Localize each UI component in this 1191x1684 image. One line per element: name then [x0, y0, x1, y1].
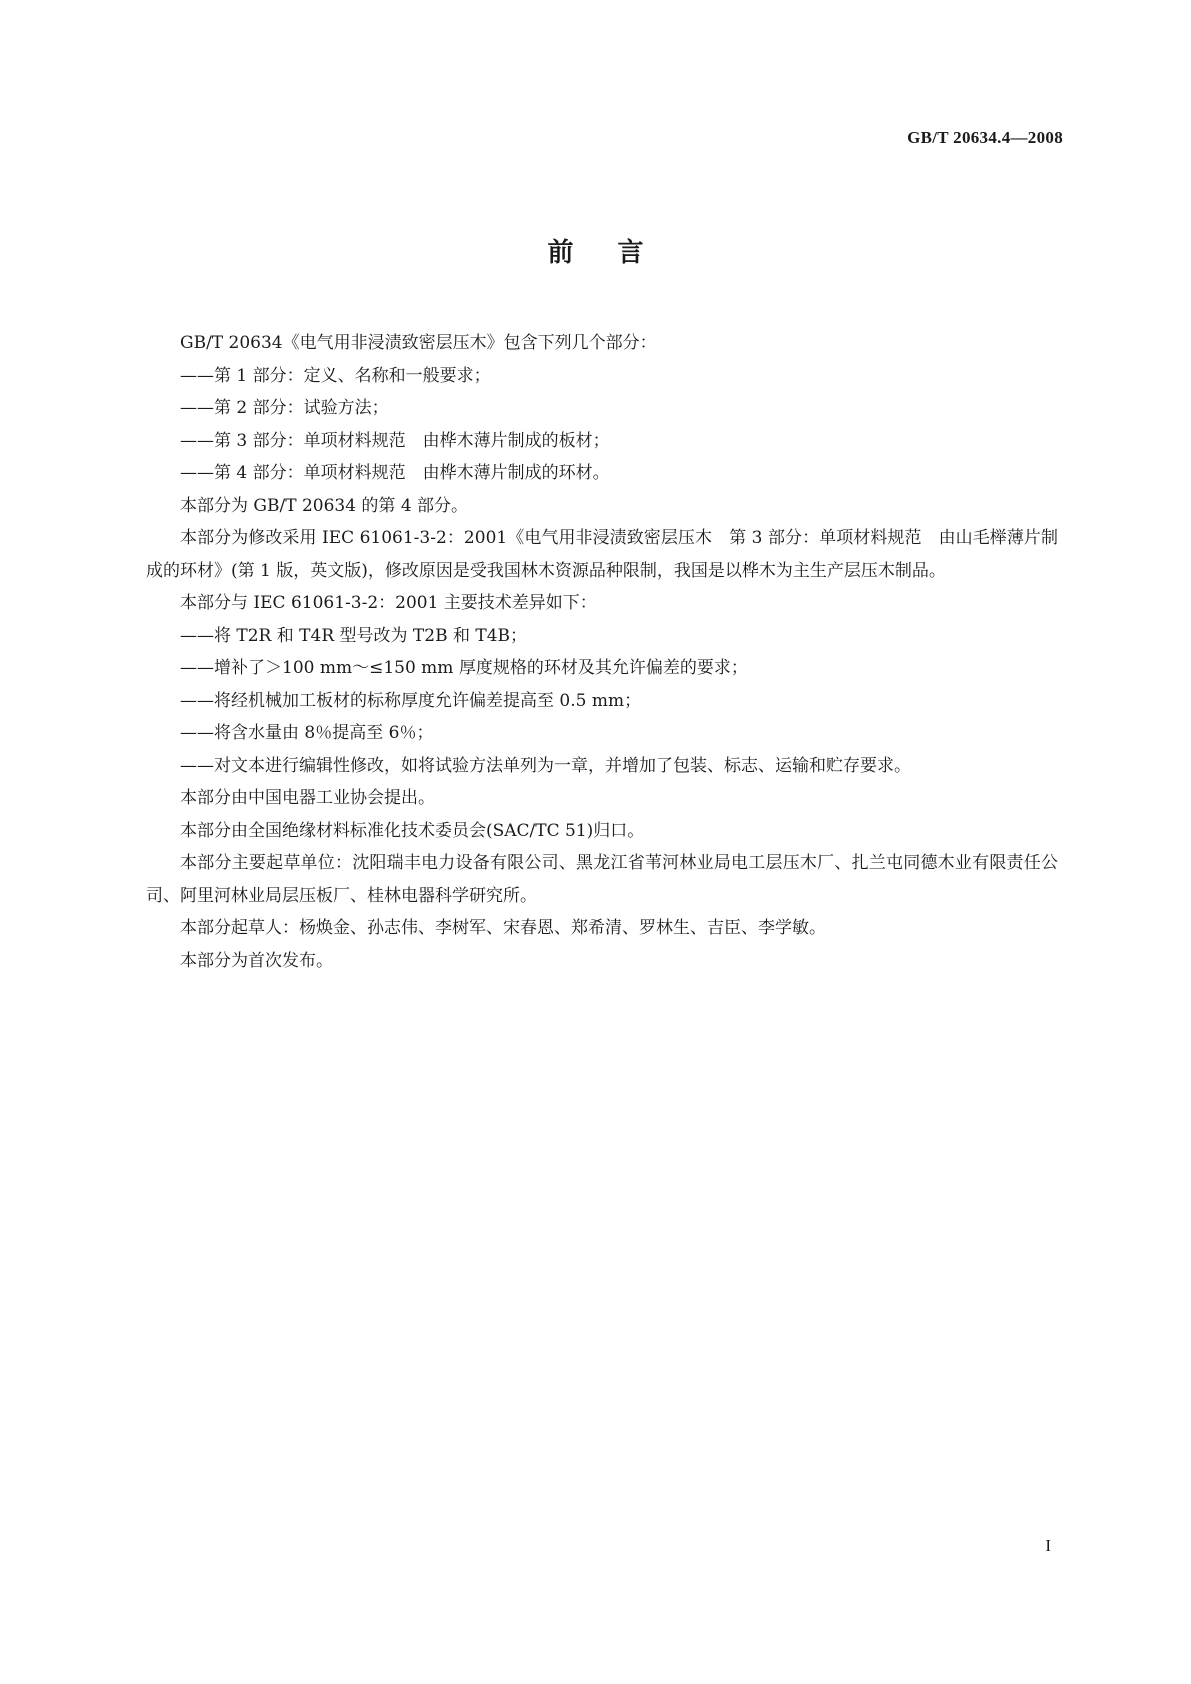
paragraph: 本部分主要起草单位：沈阳瑞丰电力设备有限公司、黑龙江省苇河林业局电工层压木厂、扎兰屯同德木业有限责任公司、阿里河林业局层压板厂、桂林电器科学研究所。 — [146, 853, 1058, 906]
list-item: ——第 3 部分：单项材料规范 由桦木薄片制成的板材； — [180, 430, 610, 451]
list-item: ——将经机械加工板材的标称厚度允许偏差提高至 0.5 mm； — [180, 690, 642, 711]
paragraph: 本部分为修改采用 IEC 61061-3-2：2001《电气用非浸渍致密层压木 第 3 部分：单项材料规范 由山毛榉薄片制成的环材》(第 1 版，英文版)，修改原因是受我国林木资源品种限制，我国是以桦木为主生产层压木制品。 — [146, 528, 1058, 581]
list-item: ——将 T2R 和 T4R 型号改为 T2B 和 T4B； — [180, 625, 528, 646]
paragraph: 本部分由全国绝缘材料标准化技术委员会(SAC/TC 51)归口。 — [180, 820, 645, 841]
list-item: ——第 1 部分：定义、名称和一般要求； — [180, 365, 491, 386]
page-title: 前言 — [547, 238, 688, 268]
standard-number: GB/T 20634.4—2008 — [907, 128, 1063, 147]
foreword-body — [146, 327, 1058, 977]
list-item: ——第 4 部分：单项材料规范 由桦木薄片制成的环材。 — [180, 463, 610, 483]
list-item: ——第 2 部分：试验方法； — [180, 398, 389, 418]
page-number: I — [1045, 1536, 1051, 1555]
paragraph: GB/T 20634《电气用非浸渍致密层压木》包含下列几个部分： — [180, 333, 657, 353]
list-item: ——将含水量由 8％提高至 6％； — [180, 723, 434, 743]
paragraph: 本部分为 GB/T 20634 的第 4 部分。 — [180, 495, 469, 516]
paragraph: 本部分起草人：杨焕金、孙志伟、李树军、宋春恩、郑希清、罗林生、吉臣、李学敏。 — [180, 918, 826, 938]
paragraph: 本部分与 IEC 61061-3-2：2001 主要技术差异如下： — [180, 593, 597, 613]
list-item: ——对文本进行编辑性修改，如将试验方法单列为一章，并增加了包装、标志、运输和贮存要求。 — [180, 755, 911, 776]
paragraph: 本部分为首次发布。 — [180, 950, 333, 971]
paragraph: 本部分由中国电器工业协会提出。 — [180, 788, 435, 808]
list-item: ——增补了＞100 mm～≤150 mm 厚度规格的环材及其允许偏差的要求； — [180, 658, 748, 678]
